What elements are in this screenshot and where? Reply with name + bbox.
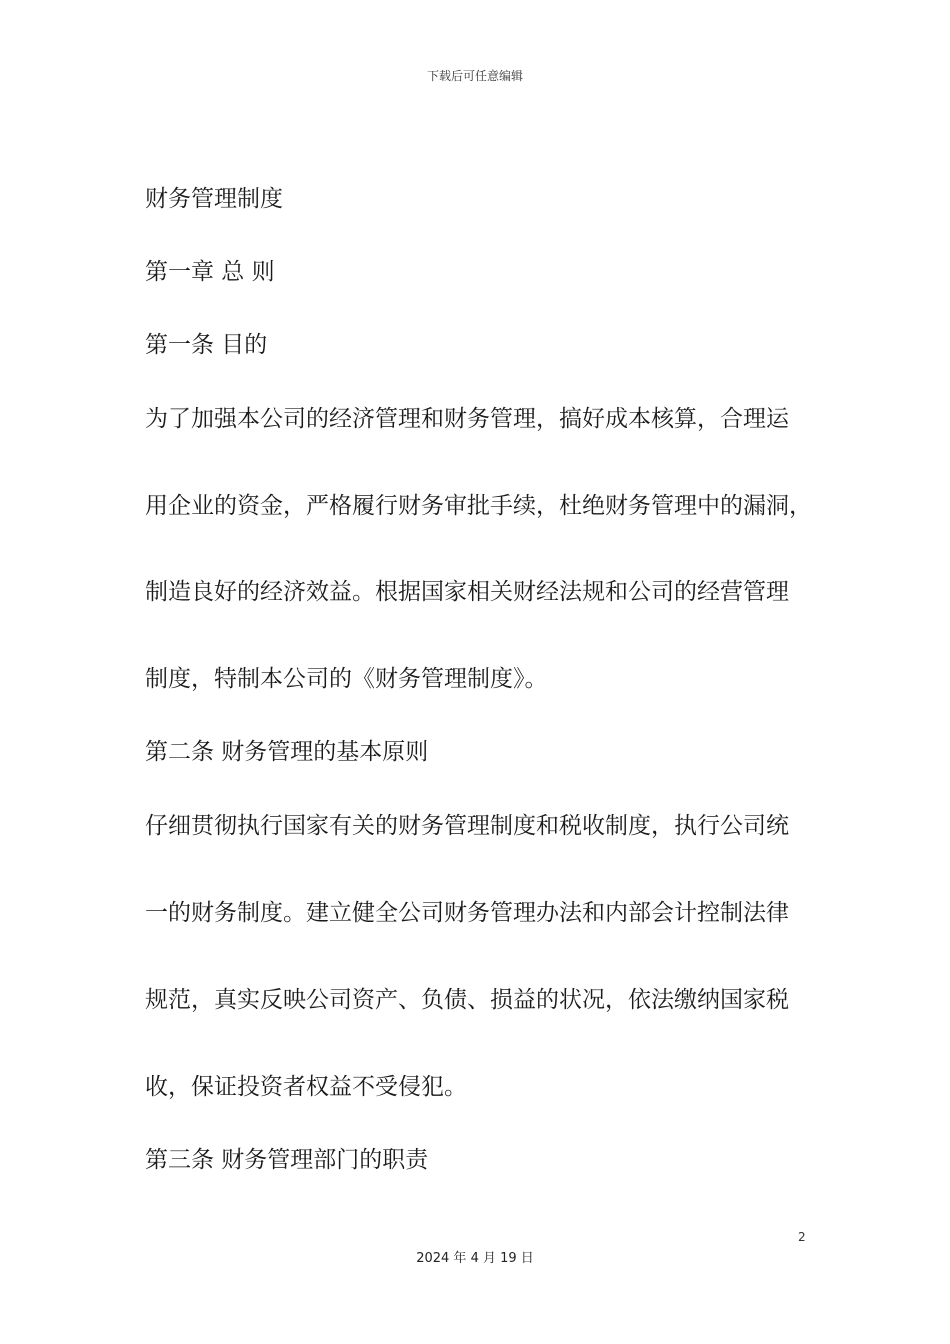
article-1-line-1: 为了加强本公司的经济管理和财务管理，搞好成本核算，合理运 [145, 406, 789, 432]
page-number: 2 [798, 1230, 806, 1244]
article-3-heading: 第三条 财务管理部门的职责 [145, 1147, 429, 1173]
article-1-heading: 第一条 目的 [145, 332, 268, 358]
article-2-heading: 第二条 财务管理的基本原则 [145, 739, 429, 765]
footer-date: 2024 年 4 月 19 日 [416, 1251, 534, 1266]
article-2-line-4: 收，保证投资者权益不受侵犯。 [145, 1074, 467, 1100]
article-2-line-3: 规范，真实反映公司资产、负债、损益的状况，依法缴纳国家税 [145, 987, 789, 1013]
article-2-line-1: 仔细贯彻执行国家有关的财务管理制度和税收制度，执行公司统 [145, 813, 789, 839]
article-1-line-2: 用企业的资金，严格履行财务审批手续，杜绝财务管理中的漏洞， [145, 493, 812, 519]
article-2-line-2: 一的财务制度。建立健全公司财务管理办法和内部会计控制法律 [145, 900, 789, 926]
article-1-line-4: 制度，特制本公司的《财务管理制度》。 [145, 666, 548, 692]
header-note: 下载后可任意编辑 [426, 69, 523, 83]
document-title: 财务管理制度 [145, 186, 283, 212]
article-1-line-3: 制造良好的经济效益。根据国家相关财经法规和公司的经营管理 [145, 579, 789, 605]
chapter-heading: 第一章 总 则 [145, 259, 275, 285]
